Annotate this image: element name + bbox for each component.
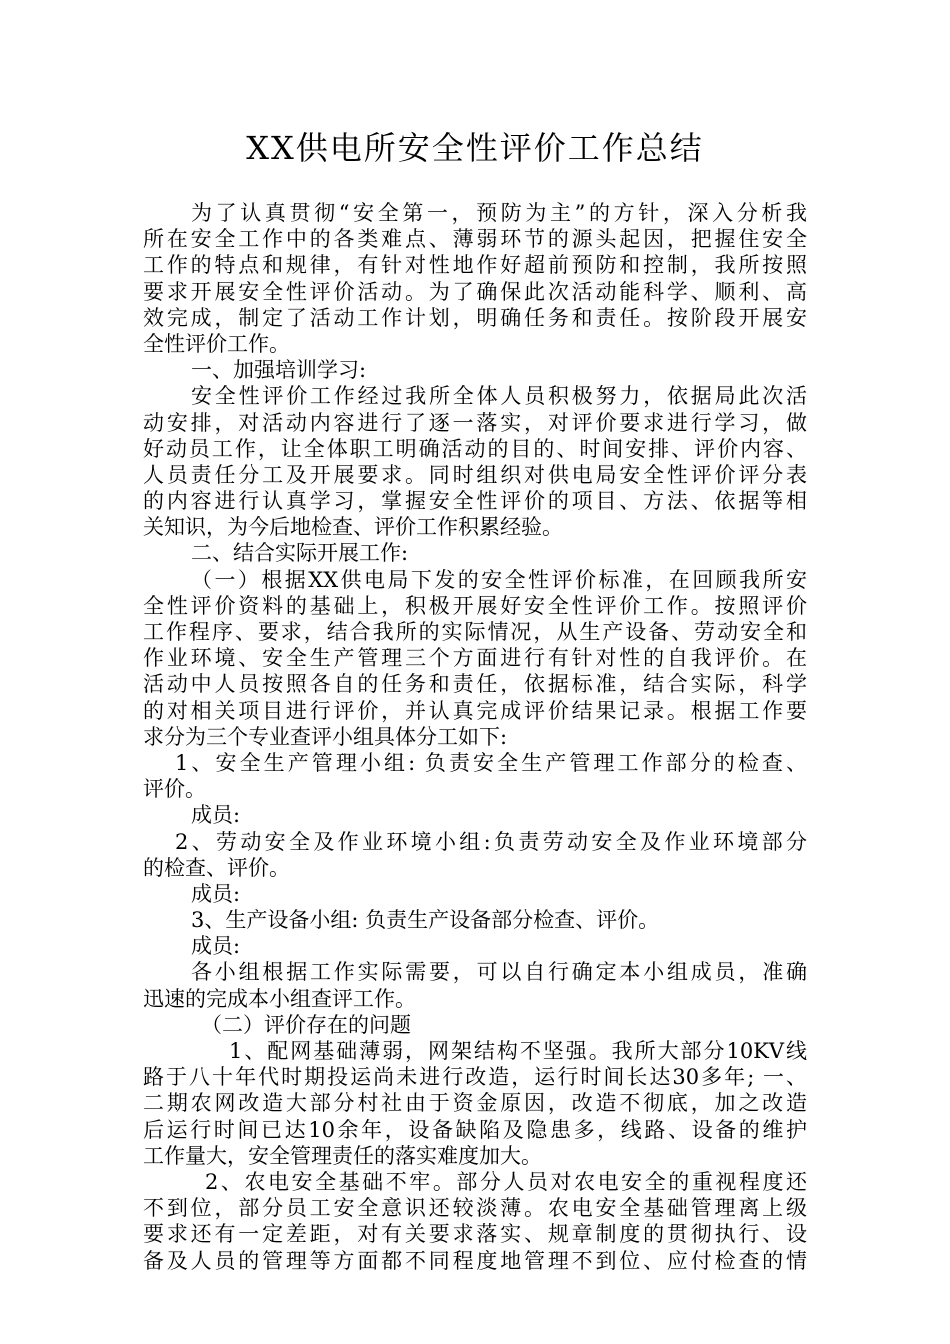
paragraph-line: 所在安全工作中的各类难点、薄弱环节的源头起因，把握住安全 (143, 227, 807, 252)
paragraph-line: 的检查、评价。 (143, 855, 290, 880)
paragraph-line: 工作的特点和规律，有针对性地作好超前预防和控制，我所按照 (143, 253, 807, 278)
paragraph-line: 3、生产设备小组: 负责生产设备部分检查、评价。 (191, 908, 660, 933)
paragraph-line: 备及人员的管理等方面都不同程度地管理不到位、应付检查的情 (143, 1248, 807, 1273)
paragraph-line: 关知识，为今后地检查、评价工作积累经验。 (143, 515, 563, 540)
paragraph-line: 全性评价工作。 (143, 331, 290, 356)
paragraph-line: 2、农电安全基础不牢。部分人员对农电安全的重视程度还 (205, 1169, 807, 1194)
paragraph-line: 要求还有一定差距，对有关要求落实、规章制度的贯彻执行、设 (143, 1222, 807, 1247)
paragraph-line: 求分为三个专业查评小组具体分工如下: (143, 724, 508, 749)
paragraph-line: 各小组根据工作实际需要，可以自行确定本小组成员，准确 (191, 960, 807, 985)
paragraph-line: 的对相关项目进行评价，并认真完成评价结果记录。根据工作要 (143, 698, 807, 723)
paragraph-line: 1、安全生产管理小组: 负责安全生产管理工作部分的检查、 (175, 750, 807, 775)
members-line: 成员: (191, 881, 241, 906)
paragraph-line: 人员责任分工及开展要求。同时组织对供电局安全性评价评分表 (143, 462, 807, 487)
paragraph-line: 活动中人员按照各自的任务和责任，依据标准，结合实际，科学 (143, 672, 807, 697)
paragraph-line: 工作量大，安全管理责任的落实难度加大。 (143, 1143, 542, 1168)
paragraph-line: （一）根据XX供电局下发的安全性评价标准，在回顾我所安 (191, 567, 807, 592)
paragraph-line: 安全性评价工作经过我所全体人员积极努力，依据局此次活 (191, 384, 807, 409)
paragraph-line: 1、配网基础薄弱，网架结构不坚强。我所大部分10KV线 (229, 1039, 807, 1063)
section-heading: （二）评价存在的问题 (201, 1012, 411, 1037)
paragraph-line: 不到位，部分员工安全意识还较淡薄。农电安全基础管理离上级 (143, 1196, 807, 1221)
section-heading: 二、结合实际开展工作: (191, 541, 409, 566)
paragraph-line: 动安排，对活动内容进行了逐一落实，对评价要求进行学习，做 (143, 410, 807, 435)
paragraph-line: 要求开展安全性评价活动。为了确保此次活动能科学、顺利、高 (143, 279, 807, 304)
paragraph-line: 二期农网改造大部分村社由于资金原因，改造不彻底，加之改造 (143, 1091, 807, 1116)
section-heading: 一、加强培训学习: (191, 358, 367, 383)
paragraph-line: 路于八十年代时期投运尚未进行改造，运行时间长达30多年; 一、 (143, 1065, 807, 1090)
members-line: 成员: (191, 803, 241, 828)
paragraph-line: 为了认真贯彻“安全第一，预防为主”的方针，深入分析我 (191, 201, 807, 225)
paragraph-line: 好动员工作，让全体职工明确活动的目的、时间安排、评价内容、 (143, 436, 807, 461)
paragraph-line: 评价。 (143, 777, 206, 802)
paragraph-line: 迅速的完成本小组查评工作。 (143, 986, 416, 1011)
paragraph-line: 全性评价资料的基础上，积极开展好安全性评价工作。按照评价 (143, 593, 807, 618)
document-title: XX供电所安全性评价工作总结 (246, 129, 704, 167)
document-body (143, 200, 807, 1274)
paragraph-line: 工作程序、要求，结合我所的实际情况，从生产设备、劳动安全和 (143, 620, 807, 644)
paragraph-line: 作业环境、安全生产管理三个方面进行有针对性的自我评价。在 (143, 646, 807, 671)
members-line: 成员: (191, 934, 241, 959)
paragraph-line: 效完成，制定了活动工作计划，明确任务和责任。按阶段开展安 (143, 305, 807, 330)
paragraph-line: 2、劳动安全及作业环境小组:负责劳动安全及作业环境部分 (175, 829, 807, 854)
paragraph-line: 后运行时间已达10余年，设备缺陷及隐患多，线路、设备的维护 (143, 1117, 807, 1142)
paragraph-line: 的内容进行认真学习，掌握安全性评价的项目、方法、依据等相 (143, 489, 807, 514)
